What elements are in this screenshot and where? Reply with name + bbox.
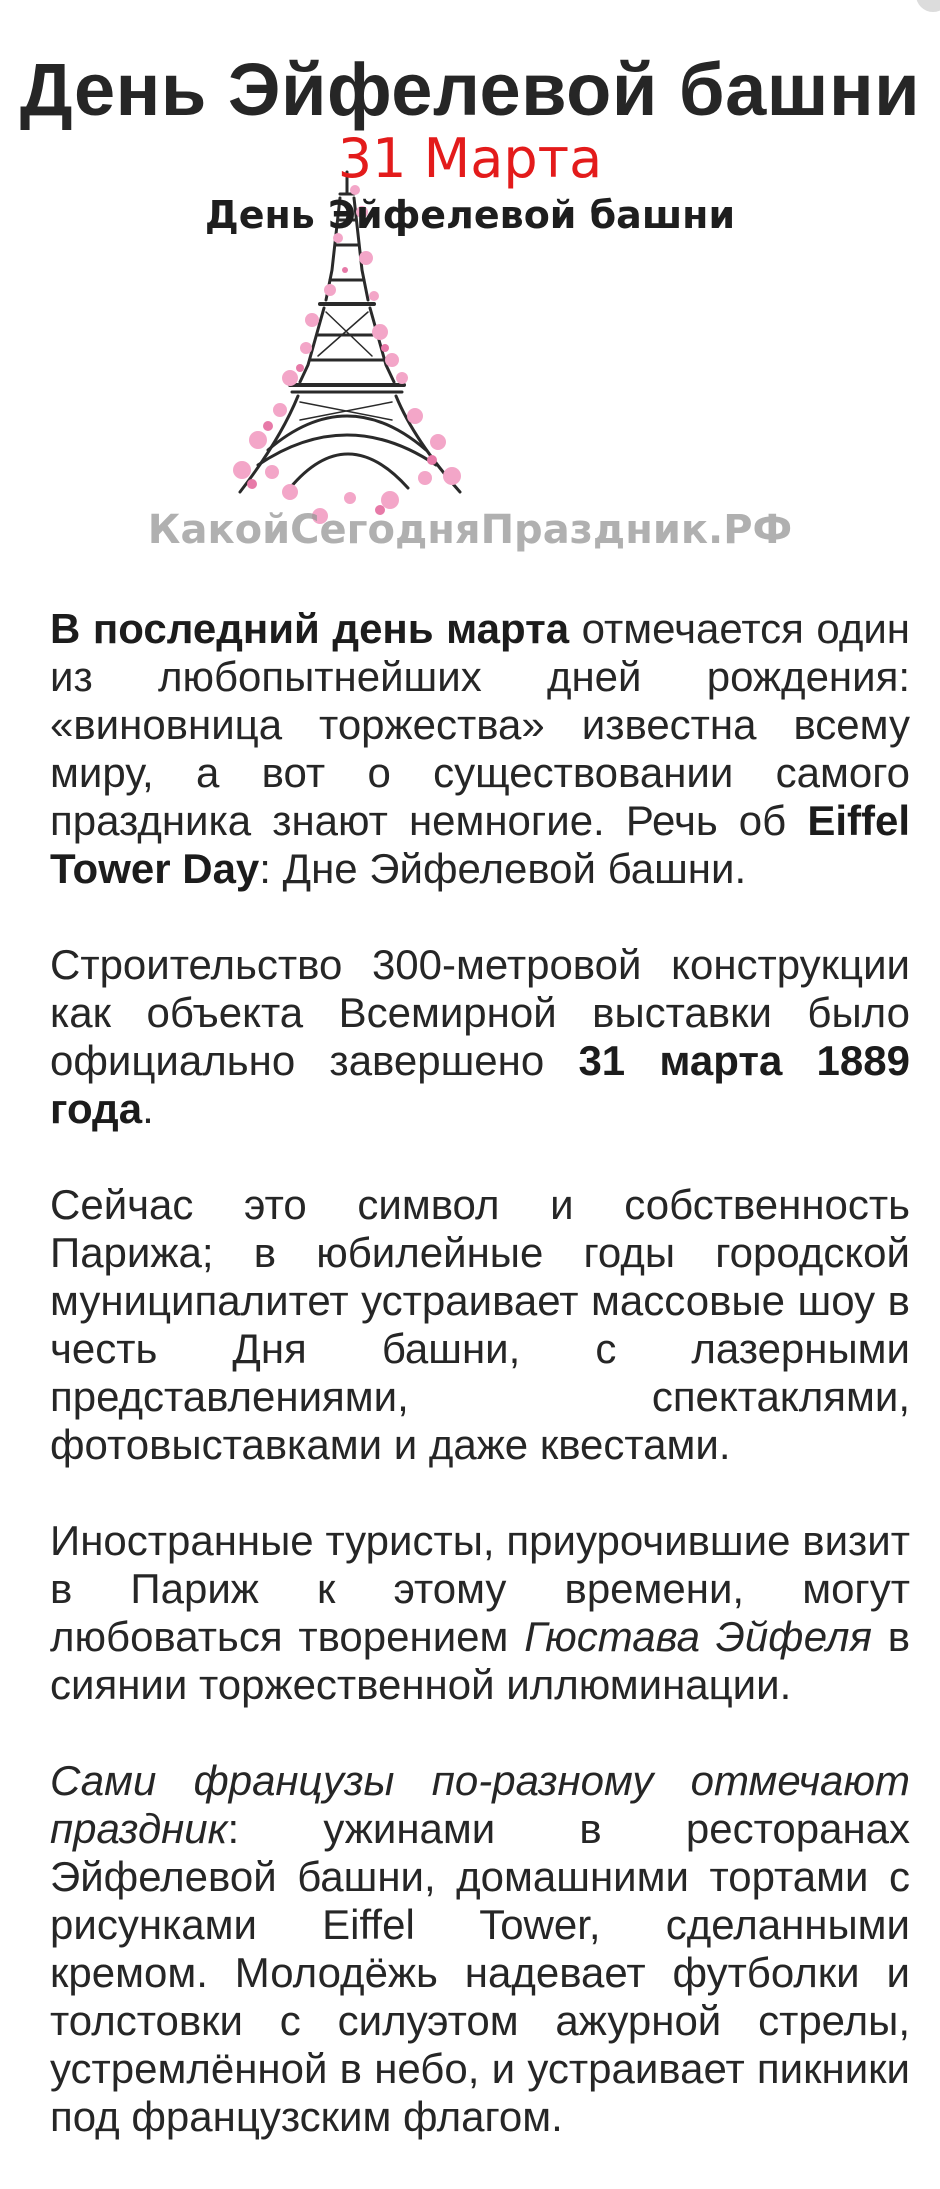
hero-date: 31 Марта bbox=[337, 127, 603, 190]
article-body bbox=[50, 605, 910, 2189]
text: в сиянии торжественной иллюминации. bbox=[50, 1613, 911, 1708]
paragraph-3: Сейчас это символ и собственность Парижа; в юбилейные годы городской муниципалитет устраивает массовые шоу в честь Дня башни, с лазерными представлениями, спектаклями, фотовыставками и даже квестами. bbox=[50, 1181, 910, 1468]
hero-subtitle: День Эйфелевой башни bbox=[204, 193, 736, 237]
text: . bbox=[142, 1085, 154, 1132]
bold-lead: В последний день марта bbox=[50, 605, 570, 652]
paragraph-2 bbox=[50, 941, 910, 1133]
text: : Дне Эйфелевой башни. bbox=[259, 845, 747, 892]
paragraph-1 bbox=[50, 605, 910, 893]
page-title: День Эйфелевой башни bbox=[19, 47, 921, 131]
bold-name: Eiffel Tower Day bbox=[50, 797, 910, 892]
text: Строительство 300-метровой конструкции как объекта Всемирной выставки было официально завершено bbox=[50, 941, 910, 1084]
hero-image bbox=[140, 120, 800, 570]
italic-lead: Сами французы по-разному отмечают праздник bbox=[50, 1757, 910, 1852]
paragraph-4 bbox=[50, 1517, 910, 1709]
text: Иностранные туристы, приурочившие визит в Париж к этому времени, могут любоваться творением bbox=[50, 1517, 910, 1660]
italic-name: Гюстава Эйфеля bbox=[524, 1613, 872, 1660]
bold-date: 31 марта 1889 года bbox=[50, 1037, 910, 1132]
paragraph-5 bbox=[50, 1757, 910, 2141]
watermark: КакойСегодняПраздник.РФ bbox=[147, 507, 793, 553]
text: : ужинами в ресторанах Эйфелевой башни, домашними тортами с рисунками Eiffel Tower, сделанными кремом. Молодёжь надевает футболки и толстовки с силуэтом ажурной стрелы, устремлённой в небо, и устраивает пикники под французским флагом. bbox=[50, 1805, 910, 2140]
text: отмечается один из любопытнейших дней рождения: «виновница торжества» известна всему миру, а вот о существовании самого праздника знают немногие. Речь об bbox=[50, 605, 910, 844]
corner-button-icon[interactable] bbox=[916, 0, 940, 12]
